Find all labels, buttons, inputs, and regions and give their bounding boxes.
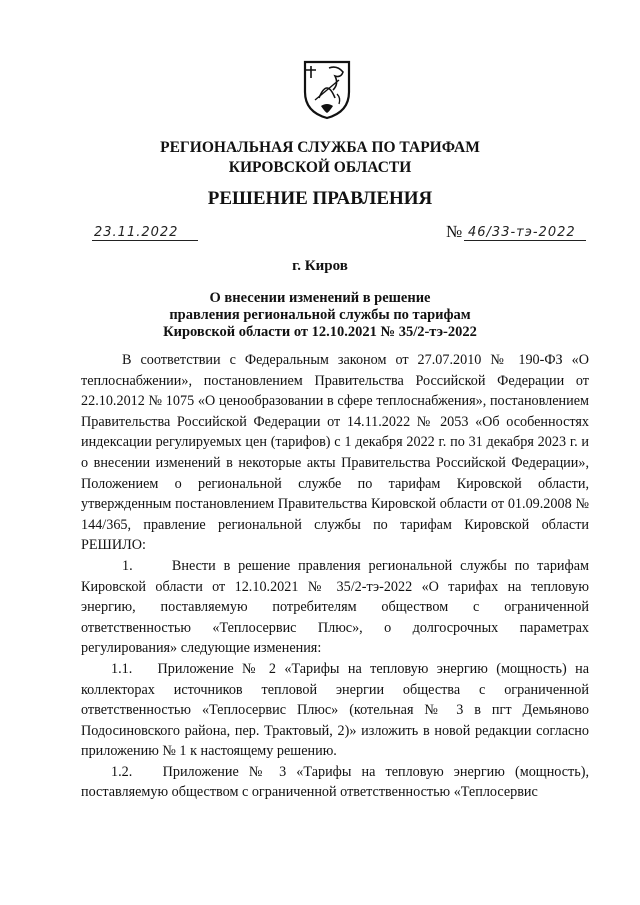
city-name: г. Киров [292,258,348,274]
subject-line-3: Кировской области от 12.10.2021 № 35/2-тэ-2022 [163,324,477,340]
item-1-paragraph: 1. Внести в решение правления региональной службы по тарифам Кировской области от 12.10.2021 № 35/2-тэ-2022 «О тарифах на тепловую энергию, поставляемую потребителям обществом с ограниченной ответственностью «Теплосервис Плюс», о долгосрочных параметрах регулирования» следующие изменения: [81,557,589,657]
organization-name [0,138,640,178]
subject-line-2: правления региональной службы по тарифам [169,307,471,323]
document-title: РЕШЕНИЕ ПРАВЛЕНИЯ [207,188,433,209]
handwritten-number: 46/33-тэ-2022 [464,225,586,241]
handwritten-date: 23.11.2022 [92,225,198,241]
number-sign: № [446,222,463,241]
subject-line-1: О внесении изменений в решение [209,290,431,306]
organization-line-2: КИРОВСКОЙ ОБЛАСТИ [228,159,412,176]
item-1-2-paragraph: 1.2. Приложение № 3 «Тарифы на тепловую энергию (мощность), поставляемую обществом с ограниченной ответственностью «Теплосервис [81,763,589,801]
item-1-1-paragraph: 1.1. Приложение № 2 «Тарифы на тепловую энергию (мощность) на коллекторах источников тепловой энергии общества с ограниченной ответственностью «Теплосервис Плюс» (котельная № 3 в пгт Демьяново Подосиновского района, пер. Трактовый, 2)» изложить в новой редакции согласно приложению № 1 к настоящему решению. [81,660,589,760]
document-body [81,350,589,803]
decision-subject [0,290,640,341]
organization-line-1: РЕГИОНАЛЬНАЯ СЛУЖБА ПО ТАРИФАМ [160,139,480,156]
coat-of-arms-icon [299,58,355,120]
preamble-paragraph: В соответствии с Федеральным законом от 27.07.2010 № 190-ФЗ «О теплоснабжении», постановлением Правительства Российской Федерации от 22.10.2012 № 1075 «О ценообразовании в сфере теплоснабжения», постановлением Правительства Российской Федерации от 14.11.2022 № 2053 «Об особенностях индексации регулируемых цен (тарифов) с 1 декабря 2022 г. по 31 декабря 2023 г. и о внесении изменений в некоторые акты Правительства Российской Федерации», Положением о региональной службе по тарифам Кировской области, утвержденным постановлением Правительства Кировской области от 01.09.2008 № 144/365, правление региональной службы по тарифам Кировской области РЕШИЛО: [81,352,589,554]
